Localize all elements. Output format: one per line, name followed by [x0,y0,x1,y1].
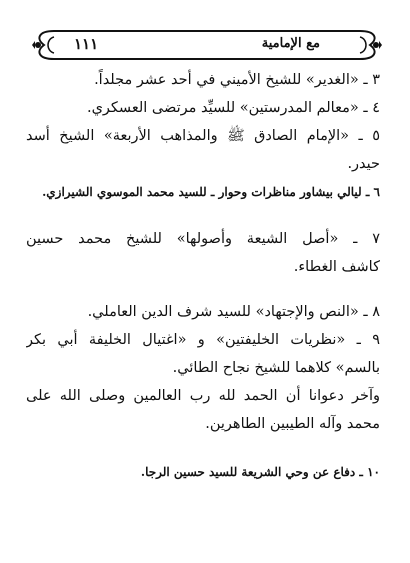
text-line-item-9: ٩ ـ «نظريات الخليفتين» و «اغتيال الخليفة أبي بكر [26,332,380,348]
text-line-item-5: ٥ ـ «الإمام الصادق ﷺ والمذاهب الأربعة» الشيخ أسد [26,128,380,144]
text-line-item-8: ٨ ـ «النص والإجتهاد» للسيد شرف الدين العاملي. [87,304,380,320]
text-line-closing: وآخر دعوانا أن الحمد لله رب العالمين وصلى الله على [26,388,380,404]
text-line-item-7: ٧ ـ «أصل الشيعة وأصولها» للشيخ محمد حسين [26,231,380,247]
text-line-item-6: ٦ ـ ليالي بيشاور مناظرات وحوار ـ للسيد محمد الموسوي الشيرازي. [42,185,380,199]
text-line-item-4: ٤ ـ «معالم المدرستين» للسيِّد مرتضى العسكري. [86,100,380,116]
page-number: ١١١ [74,35,99,53]
header-title: مع الإمامية [261,36,320,51]
text-line-item-7-cont: كاشف الغطاء. [293,259,380,275]
document-body [26,66,380,486]
text-line-item-9-cont: بالسم» كلاهما للشيخ نجاح الطائي. [172,360,380,376]
text-line-item-3: ٣ ـ «الغدير» للشيخ الأميني في أحد عشر مجلداً. [94,72,380,88]
text-line-item-5-cont: حيدر. [347,156,380,172]
text-line-closing-cont: محمد وآله الطيبين الطاهرين. [205,416,380,432]
text-line-item-10: ١٠ ـ دفاع عن وحي الشريعة للسيد حسين الرجا. [140,465,380,479]
